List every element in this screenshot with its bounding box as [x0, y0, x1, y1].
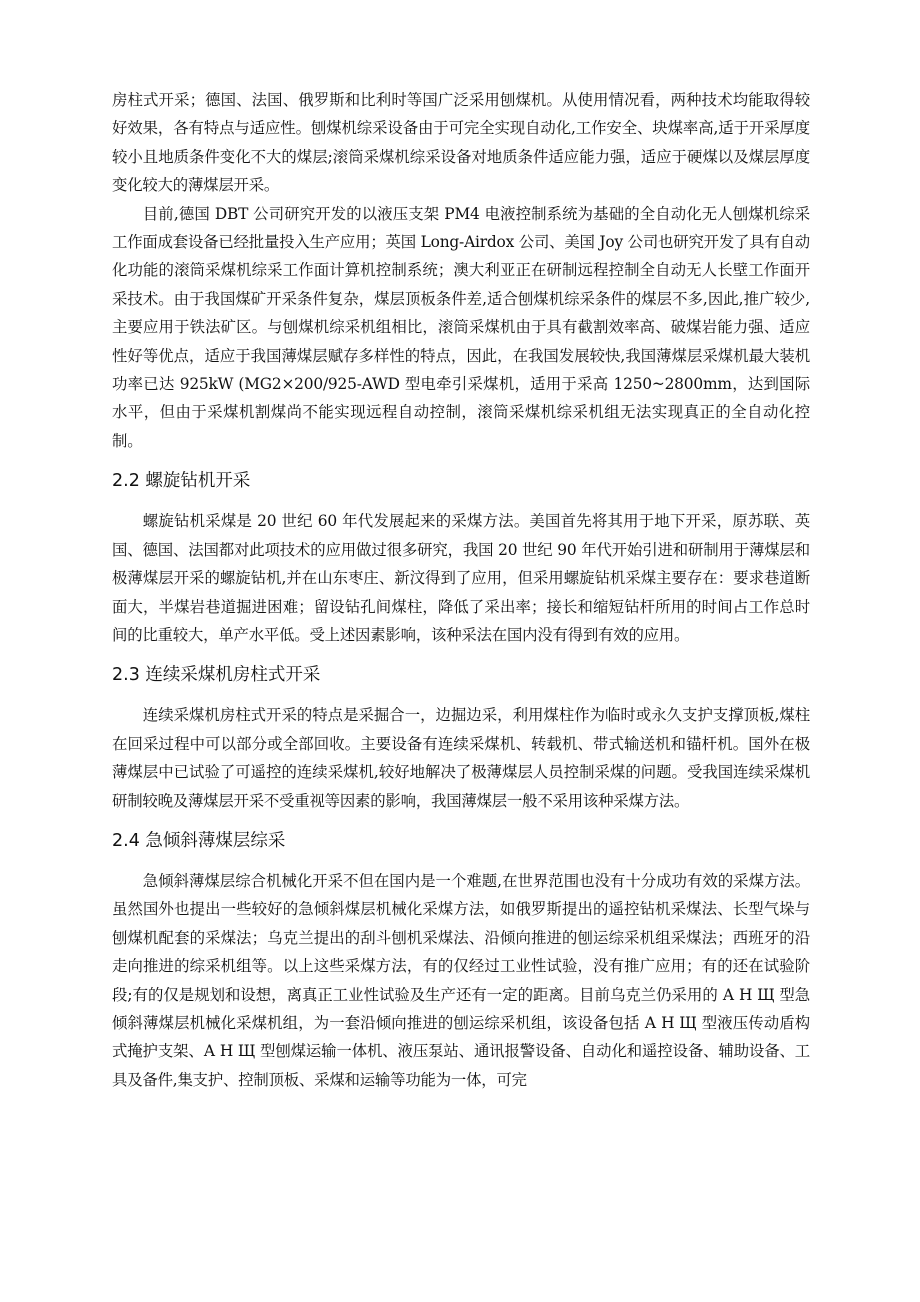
section-heading-2-3: 2.3 连续采煤机房柱式开采 — [112, 665, 321, 686]
paragraph-steep-seam: 急倾斜薄煤层综合机械化开采不但在国内是一个难题,在世界范围也没有十分成功有效的采煤方法。虽然国外也提出一些较好的急倾斜煤层机械化采煤方法，如俄罗斯提出的遥控钻机采煤法、长型气垛与刨煤机配套的采煤法；乌克兰提出的刮斗刨机采煤法、沿倾向推进的刨运综采机组采煤法；西班牙的沿走向推进的综采机组等。以上这些采煤方法，有的仅经过工业性试验，没有推广应用；有的还在试验阶段;有的仅是规划和设想，离真正工业性试验及生产还有一定的距离。目前乌克兰仍采用的 А Н Щ 型急倾斜薄煤层机械化采煤机组，为一套沿倾向推进的刨运综采机组，该设备包括 А Н Щ 型液压传动盾构式掩护支架、А Н Щ 型刨煤运输一体机、液压泵站、通讯报警设备、自动化和遥控设备、辅助设备、工具及备件,集支护、控制顶板、采煤和运输等功能为一体，可完 — [112, 871, 810, 1089]
paragraph-automation-status: 目前,德国 DBT 公司研究开发的以液压支架 PM4 电液控制系统为基础的全自动化无人刨煤机综采工作面成套设备已经批量投入生产应用；英国 Long-Airdox 公司、美国 Joy 公司也研究开发了具有自动化功能的滚筒采煤机综采工作面计算机控制系统；澳大利亚正在研制远程控制全自动无人长壁工作面开采技术。由于我国煤矿开采条件复杂，煤层顶板条件差,适合刨煤机综采条件的煤层不多,因此,推广较少,主要应用于铁法矿区。与刨煤机综采机组相比，滚筒采煤机由于具有截割效率高、破煤岩能力强、适应性好等优点，适应于我国薄煤层赋存多样性的特点，因此，在我国发展较快,我国薄煤层采煤机最大装机功率已达 925kW (MG2×200/925-AWD 型电牵引采煤机，适用于采高 1250~2800mm，达到国际水平，但由于采煤机割煤尚不能实现远程自动控制，滚筒采煤机综采机组无法实现真正的全自动化控制。 — [112, 204, 810, 450]
paragraph-auger-mining: 螺旋钻机采煤是 20 世纪 60 年代发展起来的采煤方法。美国首先将其用于地下开采，原苏联、英国、德国、法国都对此项技术的应用做过很多研究，我国 20 世纪 90 年代开始引进和研制用于薄煤层和极薄煤层开采的螺旋钻机,并在山东枣庄、新汶得到了应用，但采用螺旋钻机采煤主要存在：要求巷道断面大，半煤岩巷道掘进困难；留设钻孔间煤柱，降低了采出率；接长和缩短钻杆所用的时间占工作总时间的比重较大，单产水平低。受上述因素影响，该种采法在国内没有得到有效的应用。 — [112, 512, 810, 644]
paragraph-room-pillar-continuation: 房柱式开采；德国、法国、俄罗斯和比利时等国广泛采用刨煤机。从使用情况看，两种技术均能取得较好效果，各有特点与适应性。刨煤机综采设备由于可完全实现自动化,工作安全、块煤率高,适于开采厚度较小且地质条件变化不大的煤层;滚筒采煤机综采设备对地质条件适应能力强，适应于硬煤以及煤层厚度变化较大的薄煤层开采。 — [112, 91, 810, 195]
paragraph-continuous-miner: 连续采煤机房柱式开采的特点是采掘合一，边掘边采，利用煤柱作为临时或永久支护支撑顶板,煤柱在回采过程中可以部分或全部回收。主要设备有连续采煤机、转载机、带式输送机和锚杆机。国外在极薄煤层中已试验了可遥控的连续采煤机,较好地解决了极薄煤层人员控制采煤的问题。受我国连续采煤机研制较晚及薄煤层开采不受重视等因素的影响，我国薄煤层一般不采用该种采煤方法。 — [112, 706, 810, 810]
section-heading-2-4: 2.4 急倾斜薄煤层综采 — [112, 830, 286, 851]
document-page — [112, 86, 810, 1094]
section-heading-2-2: 2.2 螺旋钻机开采 — [112, 471, 251, 492]
